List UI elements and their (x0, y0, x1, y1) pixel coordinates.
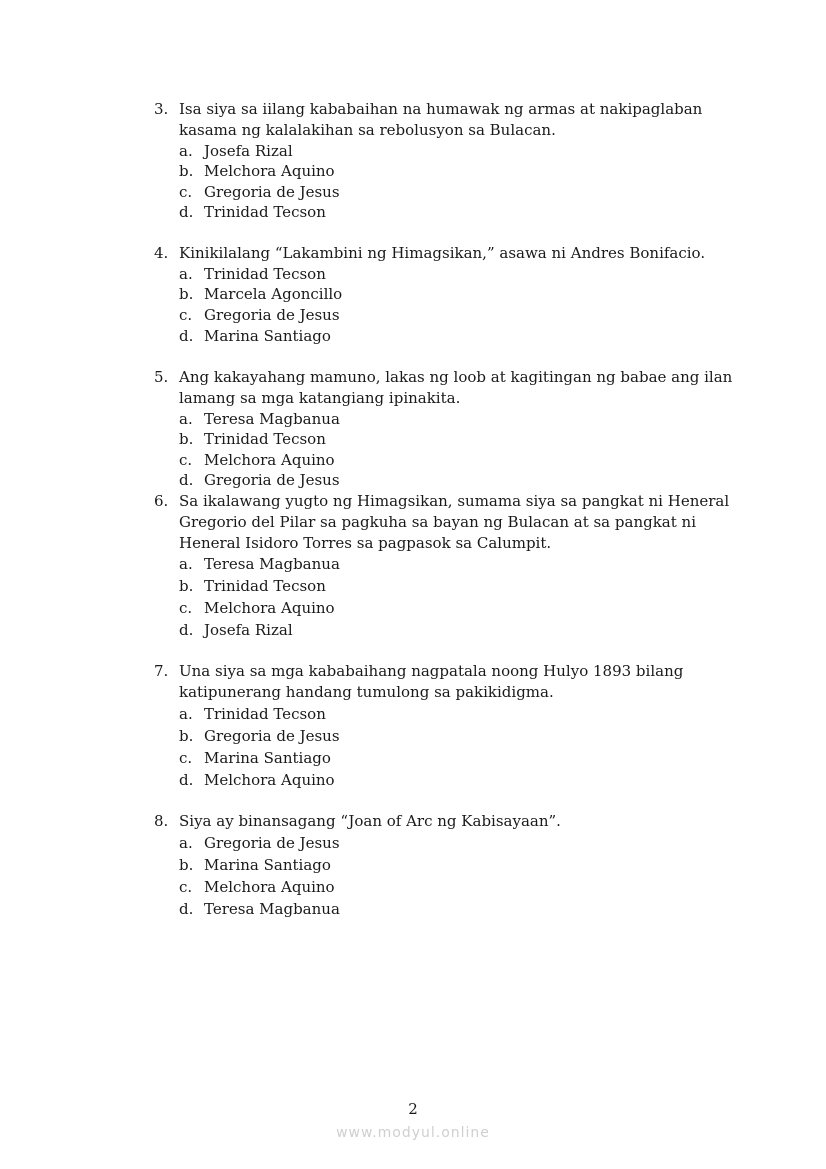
question-4 (154, 243, 754, 346)
choice-b: b. Trinidad Tecson (179, 430, 326, 449)
choice-a: a. Trinidad Tecson (179, 264, 326, 283)
choice-b: b. Marcela Agoncillo (179, 285, 343, 304)
choices-list (179, 409, 754, 491)
choice-a: a. Teresa Magbanua (179, 555, 340, 574)
choice-a: a. Trinidad Tecson (179, 704, 326, 723)
choice-d: d. Gregoria de Jesus (179, 471, 340, 490)
question-number: 6. (154, 492, 169, 510)
choices-list (179, 553, 754, 641)
choice-c: c. Melchora Aquino (179, 450, 335, 469)
question-text: Isa siya sa iilang kababaihan na humawak ng armas at nakipaglaban kasama ng kalalakihan sa rebolusyon sa Bulacan. (179, 100, 703, 139)
choices-list (179, 141, 754, 223)
choice-b: b. Gregoria de Jesus (179, 726, 340, 745)
choices-list (179, 703, 754, 791)
choice-b: b. Marina Santiago (179, 855, 331, 874)
choices-list (179, 832, 754, 920)
choice-b: b. Trinidad Tecson (179, 577, 326, 596)
question-number: 4. (154, 244, 169, 262)
watermark: www.modyul.online (336, 1125, 490, 1141)
question-6 (154, 491, 754, 641)
question-7 (154, 661, 754, 791)
question-number: 7. (154, 662, 169, 680)
choice-a: a. Teresa Magbanua (179, 409, 340, 428)
choice-d: d. Melchora Aquino (179, 770, 335, 789)
choices-list (179, 264, 754, 346)
question-text: Ang kakayahang mamuno, lakas ng loob at kagitingan ng babae ang ilan lamang sa mga katangiang ipinakita. (179, 368, 733, 407)
question-number: 3. (154, 100, 169, 118)
choice-d: d. Trinidad Tecson (179, 203, 326, 222)
choice-c: c. Gregoria de Jesus (179, 182, 340, 201)
question-text: Sa ikalawang yugto ng Himagsikan, sumama siya sa pangkat ni Heneral Gregorio del Pilar sa pagkuha sa bayan ng Bulacan at sa pangkat ni Heneral Isidoro Torres sa pagpasok sa Calumpit. (179, 492, 730, 552)
choice-c: c. Melchora Aquino (179, 877, 335, 896)
choice-b: b. Melchora Aquino (179, 162, 335, 181)
choice-a: a. Gregoria de Jesus (179, 833, 340, 852)
question-text: Una siya sa mga kababaihang nagpatala noong Hulyo 1893 bilang katipunerang handang tumulong sa pakikidigma. (179, 662, 684, 701)
choice-a: a. Josefa Rizal (179, 141, 293, 160)
question-3 (154, 99, 754, 223)
choice-c: c. Gregoria de Jesus (179, 305, 340, 324)
choice-d: d. Marina Santiago (179, 326, 331, 345)
question-5 (154, 367, 754, 491)
question-text: Kinikilalang “Lakambini ng Himagsikan,” asawa ni Andres Bonifacio. (179, 244, 706, 262)
choice-c: c. Marina Santiago (179, 748, 331, 767)
question-number: 8. (154, 812, 169, 830)
choice-d: d. Teresa Magbanua (179, 899, 340, 918)
question-8 (154, 811, 754, 920)
question-number: 5. (154, 368, 169, 386)
question-text: Siya ay binansagang “Joan of Arc ng Kabisayaan”. (179, 812, 561, 830)
choice-c: c. Melchora Aquino (179, 599, 335, 618)
page-number: 2 (408, 1100, 418, 1118)
choice-d: d. Josefa Rizal (179, 621, 293, 640)
